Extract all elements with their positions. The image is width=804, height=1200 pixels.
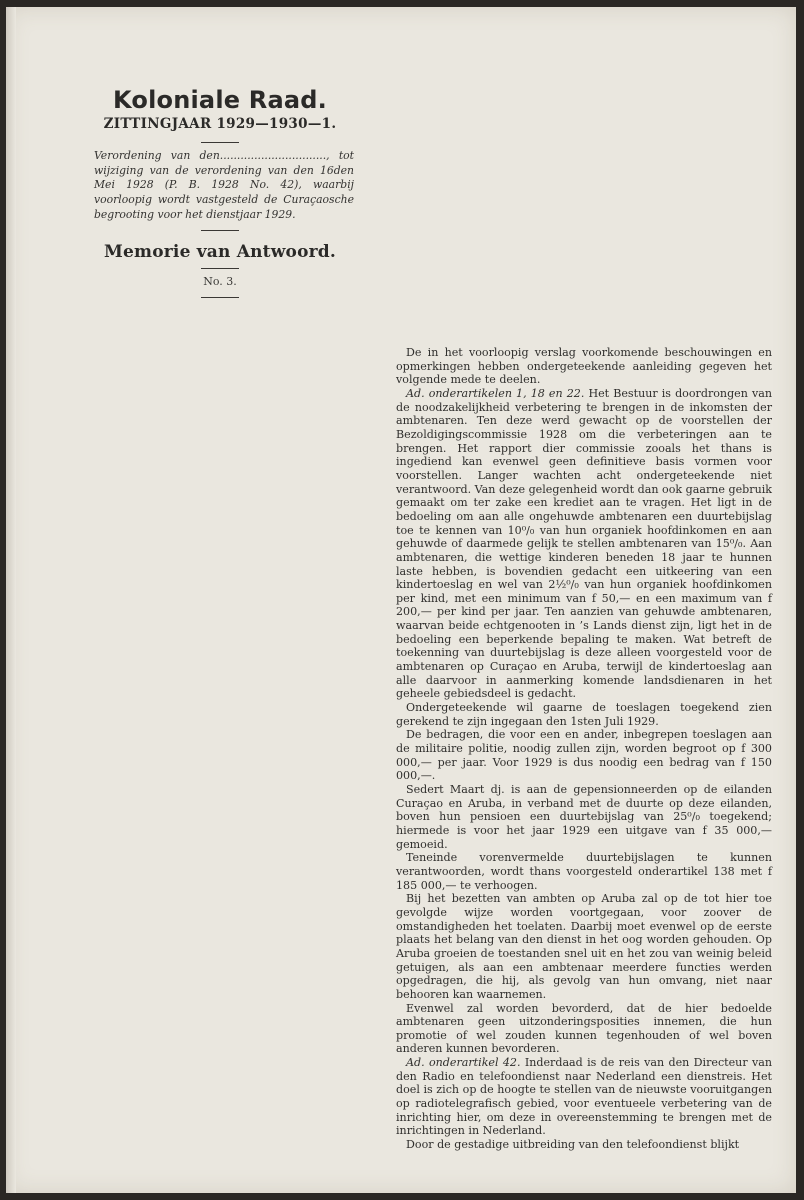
document-header	[86, 85, 354, 298]
divider-rule	[201, 230, 239, 231]
divider-rule	[201, 268, 239, 269]
session-year: ZITTINGJAAR 1929—1930—1.	[103, 116, 337, 132]
document-page	[6, 7, 796, 1193]
paragraph: Evenwel zal worden bevorderd, dat de hier bedoelde ambtenaren geen uitzonderingsposities innemen, die hun promotie of wel zouden kunnen tegenhouden of wel boven anderen kunnen bevorderen.	[396, 1001, 772, 1056]
paragraph: Teneinde vorenvermelde duurtebijslagen te kunnen verantwoorden, wordt thans voorgesteld onderartikel 138 met f 185 000,— te verhoogen.	[396, 851, 772, 892]
divider-rule	[201, 142, 239, 143]
paragraph: De in het voorloopig verslag voorkomende beschouwingen en opmerkingen hebben ondergeteekende aanleiding gegeven het volgende mede te deelen.	[396, 346, 772, 387]
document-number: No. 3.	[203, 274, 237, 288]
paragraph	[396, 387, 772, 701]
memorandum-title: Memorie van Antwoord.	[104, 241, 336, 262]
paragraph: Bij het bezetten van ambten op Aruba zal op de tot hier toe gevolgde wijze worden voortgegaan, voor zoover de omstandigheden het toelaten. Daarbij moet evenwel op de eerste plaats het belang van den dienst in het oog worden gehouden. Op Aruba groeien de toestanden snel uit en het zou van weinig beleid getuigen, als aan een ambtenaar meerdere functies werden opgedragen, die hij, als gevolg van hun omvang, niet naar behooren kan waarnemen.	[396, 892, 772, 1001]
binding-edge	[6, 7, 16, 1193]
body-text	[396, 346, 772, 1152]
divider-rule	[201, 297, 239, 298]
paragraph: Ondergeteekende wil gaarne de toeslagen toegekend zien gerekend te zijn ingegaan den 1sten Juli 1929.	[396, 701, 772, 728]
article-reference: Ad. onderartikelen 1, 18 en 22.	[406, 386, 585, 400]
paragraph: Door de gestadige uitbreiding van den telefoondienst blijkt	[406, 1138, 740, 1152]
ordinance-description: Verordening van den..............................., tot wijziging van de verordening van den 16den Mei 1928 (P. B. 1928 No. 42), waarbij voorloopig wordt vastgesteld de Curaçaosche begrooting voor het dienstjaar 1929.	[94, 149, 354, 221]
paragraph: Sedert Maart dj. is aan de gepensionneerden op de eilanden Curaçao en Aruba, in verband met de duurte op deze eilanden, boven hun pensioen een duurtebijslag van 25⁰/₀ toegekend; hiermede is voor het jaar 1929 een uitgave van f 35 000,— gemoeid.	[396, 783, 772, 851]
paragraph	[396, 1056, 772, 1138]
document-title: Koloniale Raad.	[113, 86, 327, 114]
paragraph-text: Inderdaad is de reis van den Directeur van den Radio en telefoondienst naar Nederland een dienstreis. Het doel is zich op de hoogte te stellen van de nieuwste vooruitgangen op radiotelegrafisch gebied, voor eventueele verbetering van de inrichting hier, om deze in overeenstemming te brengen met de inrichtingen in Nederland.	[396, 1056, 772, 1138]
paragraph-text: Het Bestuur is doordrongen van de noodzakelijkheid verbetering te brengen in de inkomsten der ambtenaren. Ten deze werd gewacht op de voorstellen der Bezoldigingscommissie 1928 om die verbeteringen aan te brengen. Het rapport dier commissie zooals het thans is ingediend kan evenwel geen definitieve basis vormen voor voorstellen. Langer wachten acht ondergeteekende niet verantwoord. Van deze gelegenheid wordt dan ook gaarne gebruik gemaakt om ter zake een krediet aan te vragen. Het ligt in de bedoeling om aan alle ongehuwde ambtenaren een duurtebijslag toe te kennen van 10⁰/₀ van hun organiek hoofdinkomen en aan gehuwde of daarmede gelijk te stellen ambtenaren van 15⁰/₀. Aan ambtenaren, die wettige kinderen beneden 18 jaar te hunnen laste hebben, is bovendien gedacht een uitkeering van een kindertoeslag en wel van 2½⁰/₀ van hun organiek hoofdinkomen per kind, met een minimum van f 50,— en een maximum van f 200,— per kind per jaar. Ten aanzien van gehuwde ambtenaren, waarvan beide echtgenooten in ’s Lands dienst zijn, ligt het in de bedoeling een beperkende bepaling te maken. Wat betreft de toekenning van duurtebijslag is deze alleen voorgesteld voor de ambtenaren op Curaçao en Aruba, terwijl de kindertoeslag aan alle daarvoor in aanmerking komende landsdienaren in het geheele gebiedsdeel is gedacht.	[396, 386, 772, 701]
paragraph: De bedragen, die voor een en ander, inbegrepen toeslagen aan de militaire politie, noodig zullen zijn, worden begroot op f 300 000,— per jaar. Voor 1929 is dus noodig een bedrag van f 150 000,—.	[396, 728, 772, 783]
article-reference: Ad. onderartikel 42.	[406, 1056, 521, 1070]
